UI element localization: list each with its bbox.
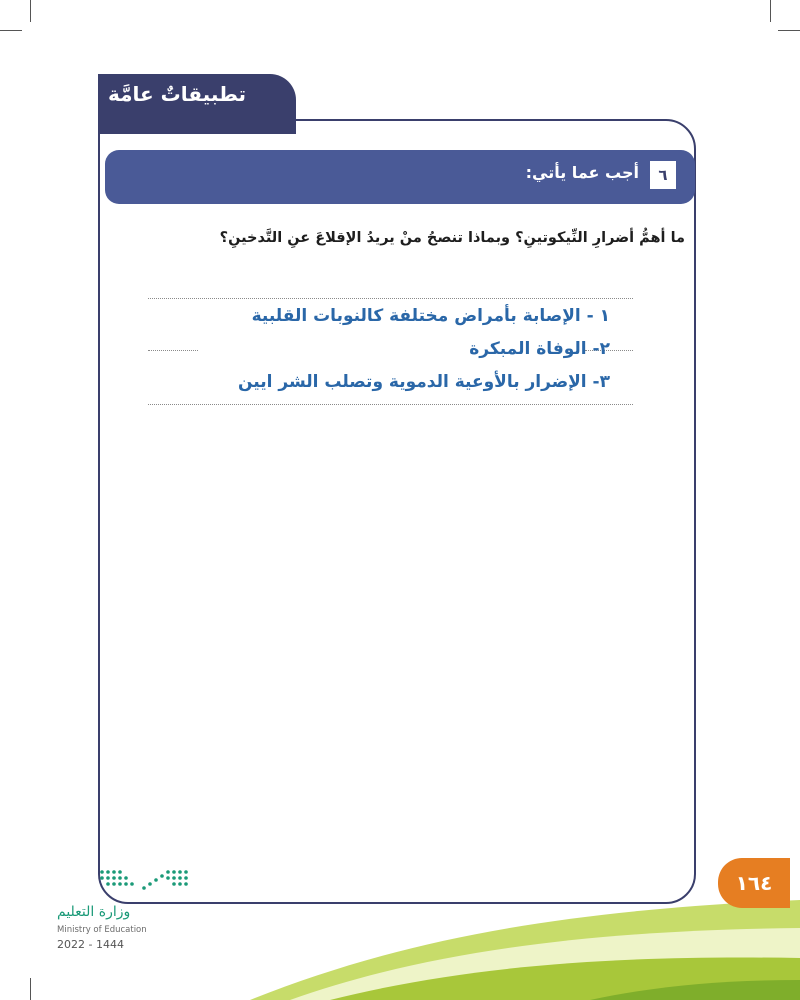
ministry-name-arabic: وزارة التعليم: [57, 904, 131, 920]
section-title: تطبيقاتٌ عامَّة: [108, 82, 246, 106]
answer-line: [148, 404, 633, 405]
question-prompt: أجب عما يأتي:: [525, 163, 639, 182]
answer-line-2: ٢- الوفاة المبكرة: [469, 339, 610, 359]
section-tab: [98, 74, 296, 134]
crop-mark: [30, 0, 31, 22]
crop-mark: [0, 30, 22, 31]
question-text: ما أهمُّ أضرارِ النِّيكوتينِ؟ وبماذا تنصحُ منْ يريدُ الإقلاعَ عنِ التَّدخينِ؟: [219, 230, 685, 246]
answer-line-1: ١ - الإصابة بأمراض مختلفة كالنوبات القلبية: [251, 306, 610, 326]
edition-year: 2022 - 1444: [57, 938, 124, 951]
answer-line: [148, 298, 633, 299]
question-header-bar: [105, 150, 695, 204]
question-number: ٦: [650, 161, 676, 189]
crop-mark: [778, 30, 800, 31]
ministry-name-english: Ministry of Education: [57, 925, 147, 935]
crop-mark: [770, 0, 771, 22]
answer-line-3: ٣- الإضرار بالأوعية الدموية وتصلب الشر ايين: [238, 372, 610, 392]
ministry-logo-icon: [98, 866, 190, 896]
page-number-badge: ١٦٤: [718, 858, 790, 908]
answer-line: [148, 350, 198, 351]
